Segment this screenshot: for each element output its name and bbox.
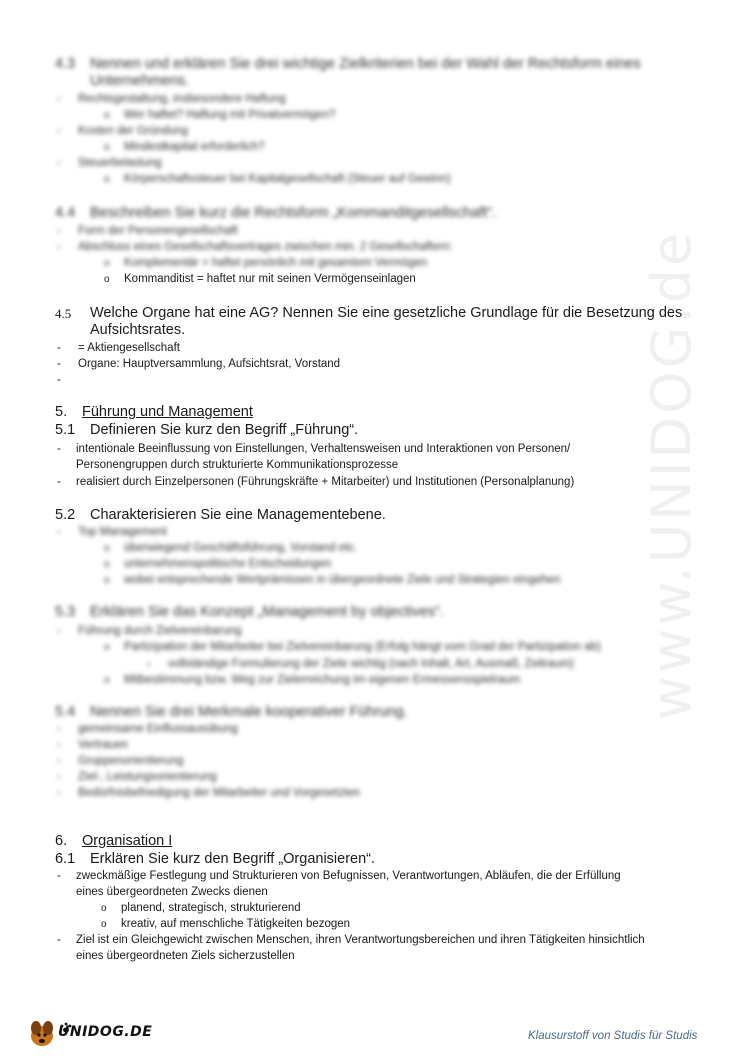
q53-title: Erklären Sie das Konzept „Management by objectives“. (90, 604, 444, 620)
dash-marker: - (57, 771, 61, 783)
q44-item: Abschluss eines Gesellschaftsvertrages zwischen min. 2 Gesellschaftern: (78, 241, 453, 253)
q53-number: 5.3 (55, 604, 76, 620)
q61-title: Erklären Sie kurz den Begriff „Organisieren“. (90, 851, 376, 867)
q54-number: 5.4 (55, 704, 76, 720)
dash-marker: - (57, 934, 61, 946)
q61-item1-line1: zweckmäßige Festlegung und Strukturieren von Befugnissen, Verantwortungen, Abläufen, die der Erfüllung (76, 870, 621, 882)
dash-marker: - (57, 723, 61, 735)
dash-marker: - (57, 739, 61, 751)
dash-marker: - (57, 870, 61, 882)
footer-tagline: Klausurstoff von Studis für Studis (528, 1030, 698, 1042)
q52-item: wobei entsprechende Wertprämissen in übergeordnete Ziele und Strategien eingehen (124, 574, 561, 586)
circle-marker: o (104, 559, 110, 570)
q54-title: Nennen Sie drei Merkmale kooperativer Führung. (90, 704, 408, 720)
dash-marker: - (57, 157, 61, 169)
q51-item2: realisiert durch Einzelpersonen (Führungskräfte + Mitarbeiter) und Institutionen (Personalplanung) (76, 476, 575, 488)
dash-marker: - (57, 526, 61, 538)
q54-item: Bedürfnisbefriedigung der Mitarbeiter und Vorgesetzten (78, 787, 360, 799)
circle-marker: o (101, 903, 107, 914)
q52-title: Charakterisieren Sie eine Managementebene. (90, 507, 386, 523)
circle-marker: o (104, 642, 110, 653)
q44-item: Form der Personengesellschaft (78, 225, 238, 237)
section6-number: 6. (55, 833, 68, 849)
q61-number: 6.1 (55, 851, 76, 867)
kommanditist-line: Kommanditist = haftet nur mit seinen Vermögenseinlagen (124, 273, 416, 285)
q45-item: = Aktiengesellschaft (78, 342, 180, 354)
dash-marker: - (57, 476, 61, 488)
q44-title: Beschreiben Sie kurz die Rechtsform „Kommanditgesellschaft“. (90, 205, 497, 221)
dash-marker: - (57, 342, 61, 354)
q53-item: Mitbestimmung bzw. Weg zur Zielerreichung im eigenen Ermessensspielraum (124, 674, 521, 686)
q53-item: Partizipation der Mitarbeiter bei Zielvereinbarung (Erfolg hängt vom Grad der Partizipation ab) (124, 641, 601, 653)
circle-marker: o (104, 274, 110, 285)
dash-marker: - (57, 225, 61, 237)
q52-number: 5.2 (55, 507, 76, 523)
q53-item: Führung durch Zielvereinbarung (78, 625, 242, 637)
q54-item: Gruppenorientierung (78, 755, 184, 767)
circle-marker: o (104, 110, 110, 121)
circle-marker: o (104, 174, 110, 185)
circle-marker: o (104, 258, 110, 269)
dash-marker: - (57, 787, 61, 799)
q43-title: Nennen und erklären Sie drei wichtige Zielkriterien bei der Wahl der Rechtsform eines Unternehmens. (90, 56, 641, 89)
q61-sub1: planend, strategisch, strukturierend (121, 902, 301, 914)
q51-number: 5.1 (55, 422, 76, 438)
q52-item: unternehmenspolitische Entscheidungen (124, 558, 332, 570)
dash-marker: - (57, 443, 61, 455)
dash-marker: - (57, 374, 61, 386)
q51-item1-line2: Personengruppen durch strukturierte Kommunikationsprozesse (76, 459, 399, 471)
q51-item1-line1: intentionale Beeinflussung von Einstellungen, Verhaltensweisen und Interaktionen von Personen/ (76, 443, 571, 455)
q43-item: Wer haftet? Haftung mit Privatvermögen? (124, 109, 336, 121)
section6-title: Organisation I (82, 833, 173, 849)
section5-number: 5. (55, 404, 68, 420)
q61-item2-line2: eines übergeordneten Ziels sicherzustellen (76, 950, 295, 962)
dash-marker: - (57, 755, 61, 767)
q52-item: Top Management (78, 526, 167, 538)
circle-marker: o (104, 142, 110, 153)
q44-item: Komplementär = haftet persönlich mit gesamtem Vermögen (124, 257, 428, 269)
q43-item: Steuerbelastung (78, 157, 162, 169)
q53-item: vollständige Formulierung der Ziele wichtig (nach Inhalt, Art, Ausmaß, Zeitraum) (168, 658, 574, 670)
square-marker: ▪ (147, 660, 150, 669)
q43-item: Kosten der Gründung (78, 125, 188, 137)
q54-item: gemeinsame Einflussausübung (78, 723, 238, 735)
q51-title: Definieren Sie kurz den Begriff „Führung“. (90, 422, 359, 438)
circle-marker: o (104, 675, 110, 686)
q61-sub2: kreativ, auf menschliche Tätigkeiten bezogen (121, 918, 351, 930)
q45-title-line1: Welche Organe hat eine AG? Nennen Sie eine gesetzliche Grundlage für die Besetzung des (90, 305, 683, 321)
dash-marker: - (57, 125, 61, 137)
dash-marker: - (57, 625, 61, 637)
q45-item: Organe: Hauptversammlung, Aufsichtsrat, Vorstand (78, 358, 341, 370)
q43-item: Rechtsgestaltung, insbesondere Haftung (78, 93, 286, 105)
circle-marker: o (101, 919, 107, 930)
q45-title-line2: Aufsichtsrates. (90, 322, 186, 338)
dash-marker: - (57, 241, 61, 253)
dash-marker: - (57, 358, 61, 370)
q43-item: Mindestkapital erforderlich? (124, 141, 265, 153)
q45-number: 4.5 (55, 306, 72, 321)
q61-item1-line2: eines übergeordneten Zwecks dienen (76, 886, 268, 898)
q43-item: Körperschaftssteuer bei Kapitalgesellschaft (Steuer auf Gewinn) (124, 173, 451, 185)
q54-item: Ziel-, Leistungsorientierung (78, 771, 217, 783)
circle-marker: o (104, 543, 110, 554)
dog-icon (31, 1021, 53, 1046)
watermark: www.UNIDOG.de (640, 229, 703, 720)
q43-number: 4.3 (55, 56, 76, 72)
q52-item: überwiegend Geschäftsführung, Vorstand etc. (124, 542, 358, 554)
dash-marker: - (57, 93, 61, 105)
q54-item: Vertrauen (78, 739, 128, 751)
q61-item2-line1: Ziel ist ein Gleichgewicht zwischen Menschen, ihren Verantwortungsbereichen und ihren Tätigkeiten hinsichtlich (76, 934, 645, 946)
section5-title: Führung und Management (82, 404, 253, 420)
logo-text: UNIDOG.DE (58, 1024, 153, 1040)
circle-marker: o (104, 575, 110, 586)
q44-number: 4.4 (55, 205, 76, 221)
